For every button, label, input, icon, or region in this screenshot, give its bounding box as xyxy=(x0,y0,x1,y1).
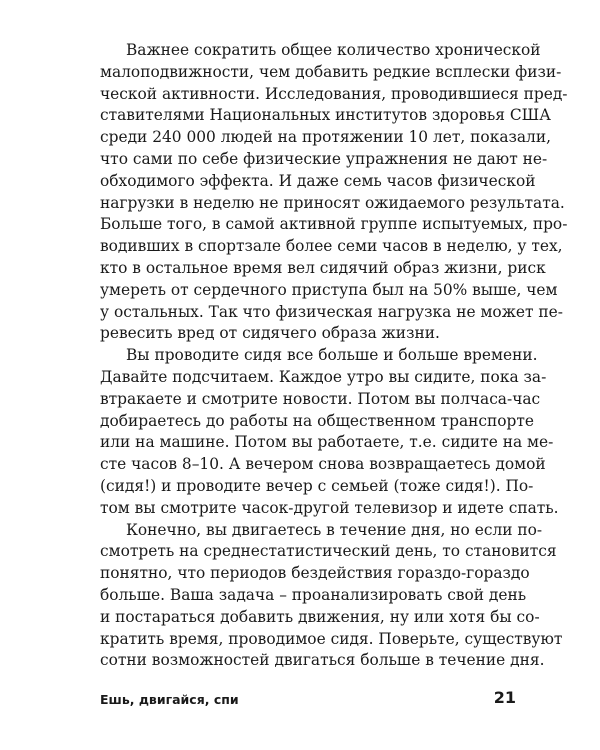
body-text xyxy=(100,40,568,672)
text-line: Давайте подсчитаем. Каждое утро вы сидите, пока за- xyxy=(100,367,547,386)
text-line: понятно, что периодов бездействия гораздо-гораздо xyxy=(100,564,530,583)
text-line: том вы смотрите часок-другой телевизор и идете спать. xyxy=(100,498,559,517)
text-line: водивших в спортзале более семи часов в неделю, у тех, xyxy=(100,237,563,256)
text-line: ческой активности. Исследования, проводившиеся пред- xyxy=(100,84,568,103)
text-line: больше. Ваша задача – проанализировать свой день xyxy=(100,585,527,604)
text-line: Вы проводите сидя все больше и больше времени. xyxy=(126,346,538,365)
text-line: Конечно, вы двигаетесь в течение дня, но если по- xyxy=(126,520,543,539)
text-line: смотреть на среднестатистический день, то становится xyxy=(100,542,557,561)
text-line: умереть от сердечного приступа был на 50% выше, чем xyxy=(100,280,558,299)
text-line: втракаете и смотрите новости. Потом вы полчаса-час xyxy=(100,389,541,408)
text-line: ревесить вред от сидячего образа жизни. xyxy=(100,324,440,343)
page-number: 21 xyxy=(493,688,516,707)
running-footer-title: Ешь, двигайся, спи xyxy=(100,692,239,707)
text-line: и постараться добавить движения, ну или хотя бы со- xyxy=(100,607,540,626)
text-line: добираетесь до работы на общественном транспорте xyxy=(100,411,535,430)
text-line: сте часов 8–10. А вечером снова возвращаетесь домой xyxy=(100,455,546,474)
text-line: что сами по себе физические упражнения не дают не- xyxy=(100,149,548,168)
text-line: у остальных. Так что физическая нагрузка не может пе- xyxy=(100,302,563,321)
paragraph-1 xyxy=(100,40,568,345)
text-line: кто в остальное время вел сидячий образ жизни, риск xyxy=(100,258,546,277)
text-line: кратить время, проводимое сидя. Поверьте, существуют xyxy=(100,629,563,648)
paragraph-2 xyxy=(100,345,559,519)
text-line: Больше того, в самой активной группе испытуемых, про- xyxy=(100,215,568,234)
text-line: малоподвижности, чем добавить редкие всплески физи- xyxy=(100,62,562,81)
text-line: (сидя!) и проводите вечер с семьей (тоже сидя!). По- xyxy=(100,476,534,495)
text-line: обходимого эффекта. И даже семь часов физической xyxy=(100,171,536,190)
text-line: среди 240 000 людей на протяжении 10 лет, показали, xyxy=(100,128,551,147)
text-line: сотни возможностей двигаться больше в течение дня. xyxy=(100,651,545,670)
text-line: или на машине. Потом вы работаете, т.е. сидите на ме- xyxy=(100,433,554,452)
paragraph-3 xyxy=(100,520,563,673)
text-line: нагрузки в неделю не приносят ожидаемого результата. xyxy=(100,193,565,212)
text-line: ставителями Национальных институтов здоровья США xyxy=(100,106,551,125)
text-line: Важнее сократить общее количество хронической xyxy=(126,41,541,59)
